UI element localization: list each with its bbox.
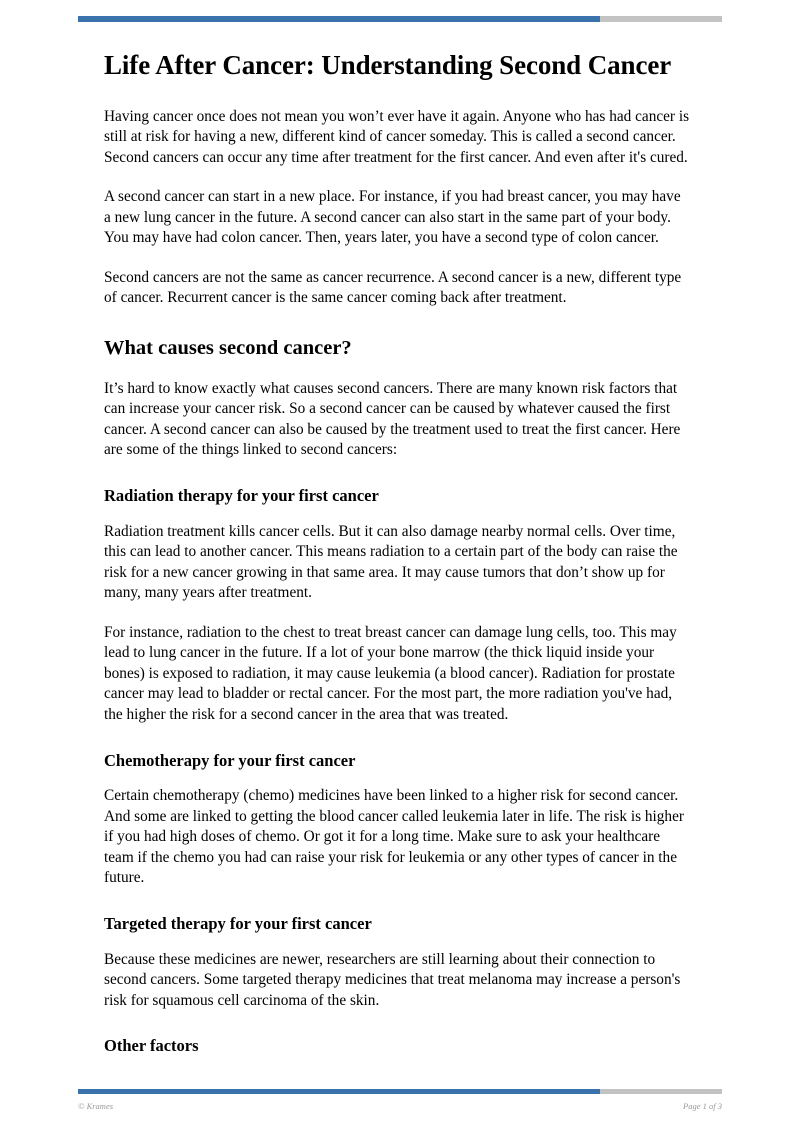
header-rule (78, 16, 722, 22)
body-paragraph: Radiation treatment kills cancer cells. But it can also damage nearby normal cells. Over time, this can lead to another cancer. This means radiation to a certain part of the body can raise the risk for a new cancer growing in that same area. It may cause tumors that don’t show up for many, many years after treatment. (104, 522, 678, 602)
header-rule-blue-segment (78, 16, 600, 22)
header-rule-gray-segment (600, 16, 722, 22)
sub-heading: Other factors (104, 1036, 199, 1056)
document-content (104, 48, 690, 1072)
sub-heading: Targeted therapy for your first cancer (104, 914, 372, 934)
footer-rule-blue-segment (78, 1089, 600, 1094)
body-paragraph: A second cancer can start in a new place. For instance, if you had breast cancer, you may have a new lung cancer in the future. A second cancer can also start in the same part of your body. You may have had colon cancer. Then, years later, you have a second type of colon cancer. (104, 188, 681, 247)
footer-rule (78, 1089, 722, 1094)
body-paragraph: Certain chemotherapy (chemo) medicines have been linked to a higher risk for second cancer. And some are linked to getting the blood cancer called leukemia later in life. The risk is higher if you had high doses of chemo. Or got it for a long time. Make sure to ask your healthcare team if the chemo you had can raise your risk for leukemia or any other types of cancer in the future. (104, 787, 684, 887)
footer-rule-gray-segment (600, 1089, 722, 1094)
sub-heading: Radiation therapy for your first cancer (104, 485, 379, 505)
section-heading: What causes second cancer? (104, 337, 352, 360)
footer-page-number: Page 1 of 3 (683, 1101, 722, 1111)
body-paragraph: It’s hard to know exactly what causes second cancers. There are many known risk factors that can increase your cancer risk. So a second cancer can be caused by whatever caused the first cancer. A second cancer can also be caused by the treatment used to treat the first cancer. Here are some of the things linked to second cancers: (104, 379, 681, 459)
body-paragraph: Second cancers are not the same as cancer recurrence. A second cancer is a new, different type of cancer. Recurrent cancer is the same cancer coming back after treatment. (104, 268, 682, 307)
body-paragraph: Having cancer once does not mean you won’t ever have it again. Anyone who has had cancer is still at risk for having a new, different kind of cancer someday. This is called a second cancer. Second cancers can occur any time after treatment for the first cancer. And even after it's cured. (104, 107, 690, 166)
page-title: Life After Cancer: Understanding Second Cancer (104, 50, 672, 80)
page-footer (78, 1098, 722, 1114)
footer-copyright: © Krames (78, 1101, 114, 1111)
sub-heading: Chemotherapy for your first cancer (104, 750, 356, 770)
body-paragraph: For instance, radiation to the chest to treat breast cancer can damage lung cells, too. This may lead to lung cancer in the future. If a lot of your bone marrow (the thick liquid inside your bones) is exposed to radiation, it may cause leukemia (a blood cancer). Radiation for prostate cancer may lead to bladder or rectal cancer. For the most part, the more radiation you've had, the higher the risk for a second cancer in the area that was treated. (104, 623, 677, 724)
document-body (104, 107, 690, 1057)
body-paragraph: Because these medicines are newer, researchers are still learning about their connection to second cancers. Some targeted therapy medicines that treat melanoma may increase a person's risk for squamous cell carcinoma of the skin. (104, 950, 681, 1009)
